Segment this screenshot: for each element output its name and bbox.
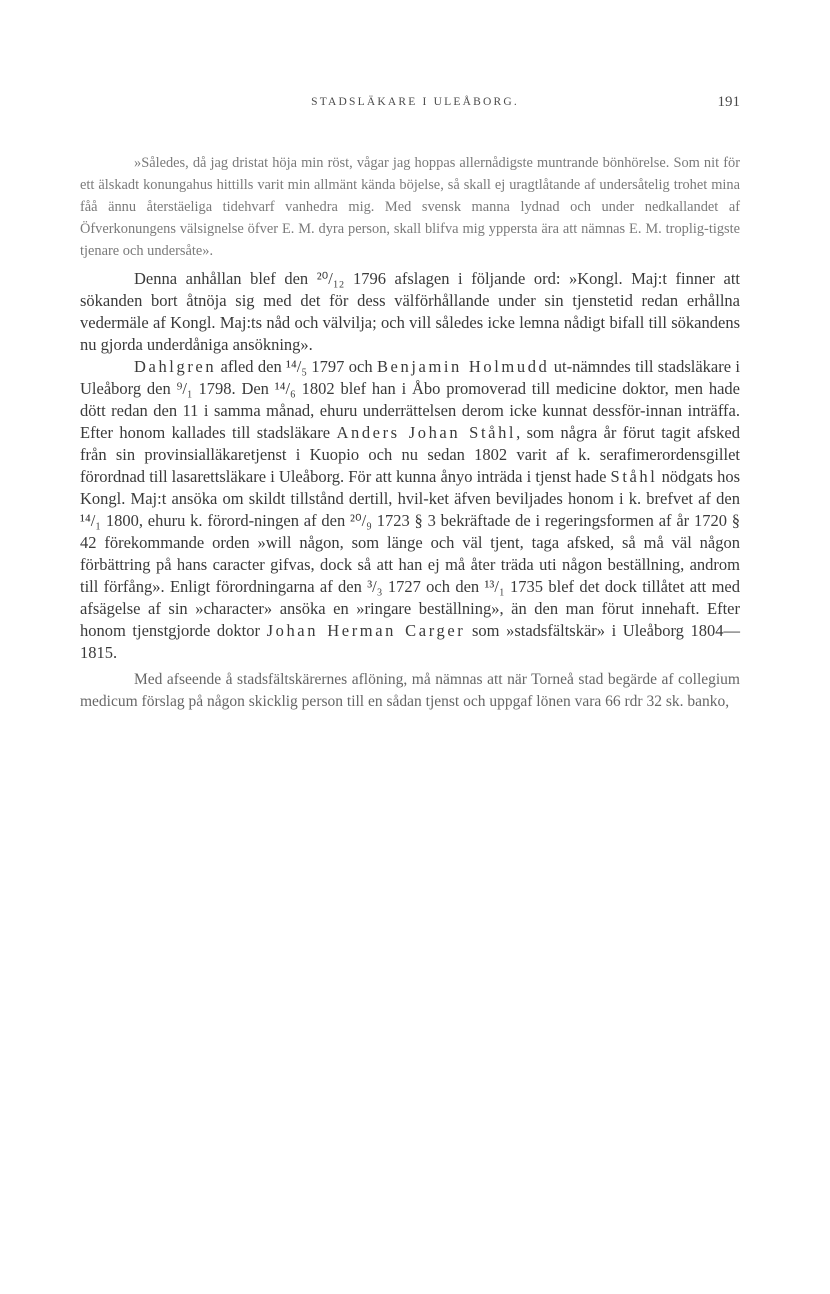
name-dahlgren: Dahlgren	[134, 357, 217, 376]
main-history-paragraph	[80, 356, 740, 664]
text-segment: nödgats hos Kongl. Maj:t ansöka om skildt tillstånd dertill, hvil-ket äfven beviljades honom i k. brefvet af den ¹⁴/₁ 1800, ehuru k. förord-ningen af den ²⁰/₉ 1723 § 3 bekräftade de i regeringsformen af år 1720 § 42 förekommande orden »will någon, som länge och väl tjent, taga afsked, så må väl någon förbättring på hans caracter gifvas, dock så att han ej må åter träda uti någon beställning, androm till förfång». Enligt förordningarna af den ³/₃ 1727 och den ¹³/₁ 1735 blef det dock tillåtet att med afsägelse af sin »character» ansöka en »ringare beställning», än den man förut innehaft. Efter honom tjenstgjorde doktor	[80, 467, 741, 640]
name-stahl: Ståhl	[610, 467, 658, 486]
page-number: 191	[717, 94, 740, 110]
page-header	[80, 96, 750, 120]
name-johan-herman-carger: Johan Herman Carger	[266, 621, 466, 640]
rejection-paragraph: Denna anhållan blef den ²⁰/₁₂ 1796 afslagen i följande ord: »Kongl. Maj:t finner att sökanden bort åtnöja sig med det för dess välförhållande under sin tjenstetid redan erhållna vedermäle af Kongl. Maj:ts nåd och välvilja; och vill således icke lemna nådigt bifall till sökandens nu gjorda underdåniga ansökning».	[80, 269, 740, 354]
running-title: STADSLÄKARE I ULEÅBORG.	[311, 96, 519, 108]
text-segment: afled den ¹⁴/₅ 1797 och	[216, 357, 377, 376]
salary-paragraph: Med afseende å stadsfältskärernes aflöning, må nämnas att när Torneå stad begärde af collegium medicum förslag på någon skicklig person till en sådan tjenst och uppgaf lönen vara 66 rdr 32 sk. banko,	[80, 671, 740, 710]
text-segment: ut-nämndes till stadsläkare i Uleåborg den ⁹/₁ 1798. Den ¹⁴/₆ 1802 blef han i Åbo promoverad till medicine doktor, men hade dött redan den 11 i samma månad, ehuru underrättelsen derom icke kunnat dessför-innan inträffa. Efter honom kallades till stadsläkare	[80, 357, 740, 442]
petition-quote-paragraph: »Således, då jag dristat höja min röst, vågar jag hoppas allernådigste muntrande bönhörelse. Som nit för ett älskadt konungahus hittills varit min allmänt kända böjelse, så skall ej uragtlåtande af undersåtelig trohet mina fåå ännu återstäeliga tidehvarf vanhedra mig. Med svensk manna lydnad och under nedkallandet af Öfverkonungens välsignelse öfver E. M. dyra person, skall blifva mig yppersta ära att nämnas E. M. troplig-tigste tjenare och undersåte».	[80, 155, 740, 259]
text-segment: som »stadsfältskär» i Uleåborg 1804—1815.	[80, 621, 740, 662]
body-text	[80, 152, 740, 713]
name-benjamin-holmudd: Benjamin Holmudd	[376, 357, 550, 376]
name-anders-johan-stahl: Anders Johan Ståhl	[336, 423, 517, 442]
text-segment: , som några år förut tagit afsked från sin provinsialläkaretjenst i Kuopio och nu sedan 1802 varit af k. serafimerordensgillet förordnad till lasarettsläkare i Uleåborg. För att kunna ånyo inträda i tjenst hade	[80, 423, 740, 486]
